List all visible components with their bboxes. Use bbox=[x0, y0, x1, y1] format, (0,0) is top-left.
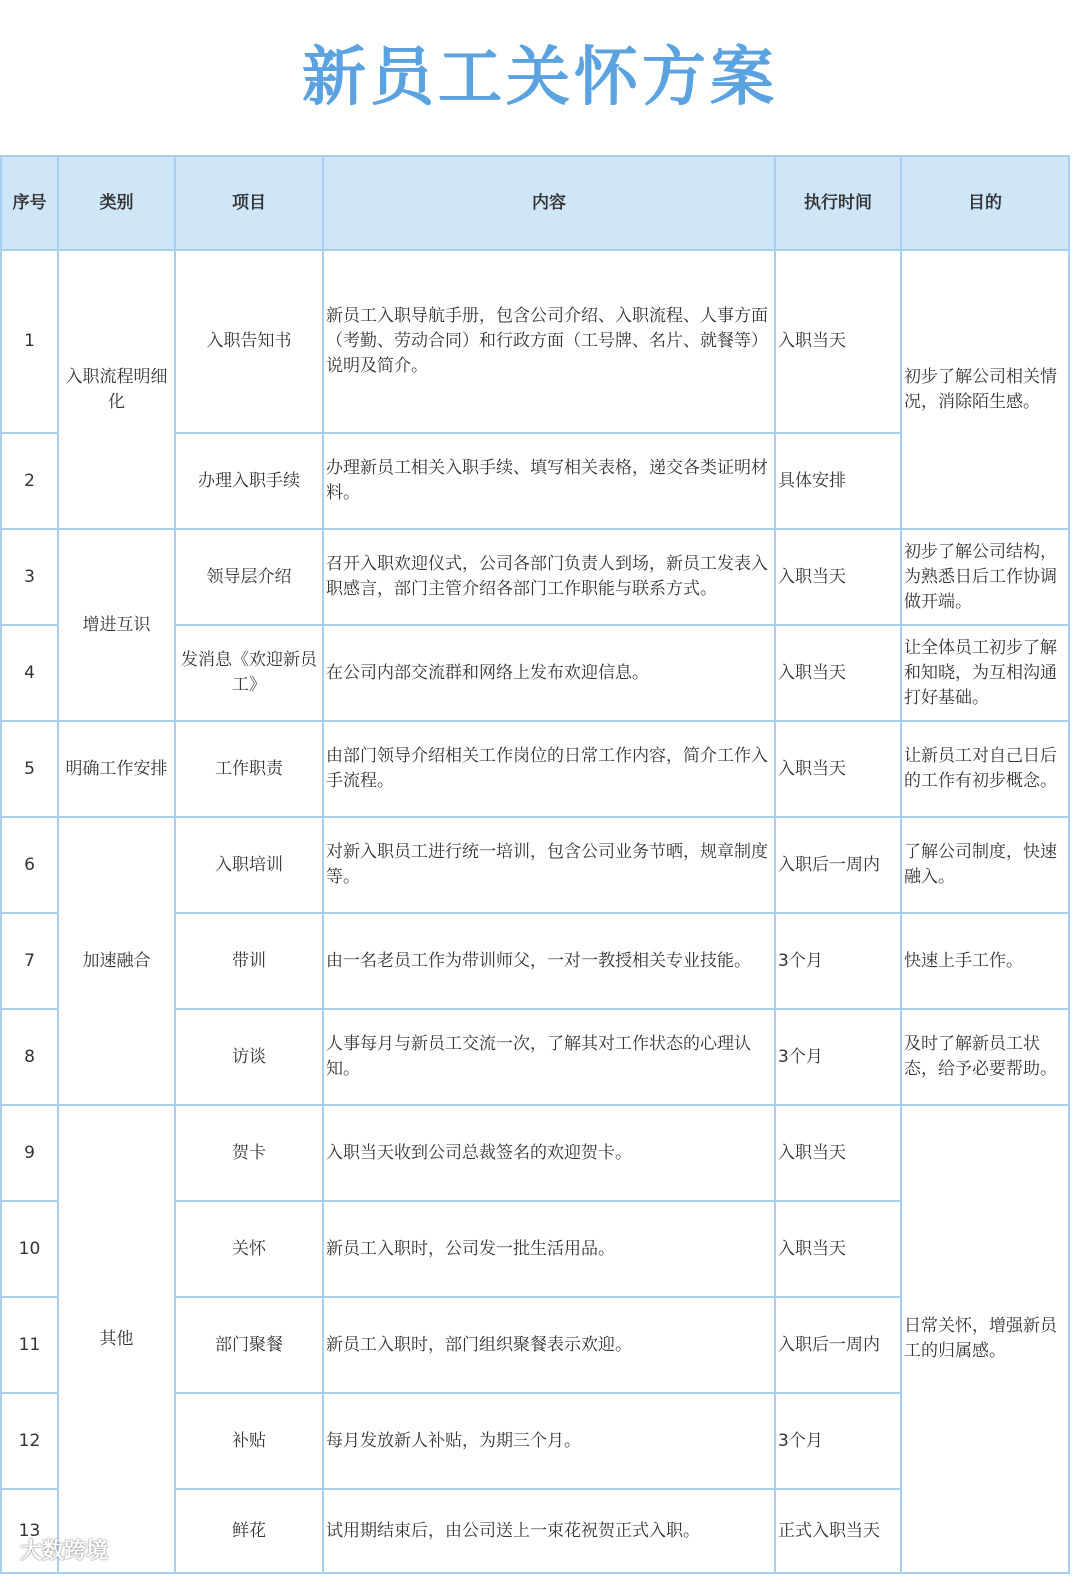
row-content: 新员工入职时，公司发一批生活用品。 bbox=[323, 1201, 775, 1297]
row-time: 正式入职当天 bbox=[775, 1489, 901, 1573]
row-purpose: 初步了解公司结构，为熟悉日后工作协调做开端。 bbox=[901, 529, 1069, 625]
header-category: 类别 bbox=[58, 156, 175, 250]
row-content: 由一名老员工作为带训师父，一对一教授相关专业技能。 bbox=[323, 913, 775, 1009]
header-time: 执行时间 bbox=[775, 156, 901, 250]
header-item: 项目 bbox=[175, 156, 323, 250]
row-no: 7 bbox=[1, 913, 58, 1009]
header-no: 序号 bbox=[1, 156, 58, 250]
page-title: 新员工关怀方案 bbox=[302, 41, 778, 115]
header-content: 内容 bbox=[323, 156, 775, 250]
row-item: 部门聚餐 bbox=[175, 1297, 323, 1393]
watermark-logo: 大数跨境 bbox=[20, 1539, 109, 1564]
row-item: 入职告知书 bbox=[175, 250, 323, 433]
row-no: 3 bbox=[1, 529, 58, 625]
row-no: 4 bbox=[1, 625, 58, 721]
table-header-row bbox=[1, 156, 1069, 250]
row-item: 鲜花 bbox=[175, 1489, 323, 1573]
row-time: 3个月 bbox=[775, 1393, 901, 1489]
row-category: 入职流程明细化 bbox=[58, 250, 175, 529]
row-no: 2 bbox=[1, 433, 58, 529]
row-item: 关怀 bbox=[175, 1201, 323, 1297]
row-no: 13 bbox=[1, 1489, 58, 1573]
row-purpose: 让全体员工初步了解和知晓，为互相沟通打好基础。 bbox=[901, 625, 1069, 721]
row-item: 办理入职手续 bbox=[175, 433, 323, 529]
row-item: 领导层介绍 bbox=[175, 529, 323, 625]
table-row bbox=[1, 817, 1069, 913]
row-time: 入职当天 bbox=[775, 250, 901, 433]
row-purpose: 初步了解公司相关情况，消除陌生感。 bbox=[901, 250, 1069, 529]
row-content: 办理新员工相关入职手续、填写相关表格，递交各类证明材料。 bbox=[323, 433, 775, 529]
table-row bbox=[1, 1105, 1069, 1201]
row-content: 试用期结束后，由公司送上一束花祝贺正式入职。 bbox=[323, 1489, 775, 1573]
table-row bbox=[1, 529, 1069, 625]
row-time: 入职当天 bbox=[775, 625, 901, 721]
row-time: 入职当天 bbox=[775, 529, 901, 625]
row-no: 11 bbox=[1, 1297, 58, 1393]
table-row bbox=[1, 250, 1069, 433]
row-content: 召开入职欢迎仪式，公司各部门负责人到场，新员工发表入职感言，部门主管介绍各部门工作职能与联系方式。 bbox=[323, 529, 775, 625]
row-no: 8 bbox=[1, 1009, 58, 1105]
header-purpose: 目的 bbox=[901, 156, 1069, 250]
row-time: 3个月 bbox=[775, 1009, 901, 1105]
care-plan-table bbox=[0, 155, 1070, 1574]
row-time: 入职后一周内 bbox=[775, 1297, 901, 1393]
row-item: 入职培训 bbox=[175, 817, 323, 913]
row-purpose: 日常关怀，增强新员工的归属感。 bbox=[901, 1105, 1069, 1573]
row-no: 9 bbox=[1, 1105, 58, 1201]
row-time: 入职当天 bbox=[775, 1201, 901, 1297]
row-content: 入职当天收到公司总裁签名的欢迎贺卡。 bbox=[323, 1105, 775, 1201]
row-time: 入职后一周内 bbox=[775, 817, 901, 913]
row-item: 工作职责 bbox=[175, 721, 323, 817]
row-content: 在公司内部交流群和网络上发布欢迎信息。 bbox=[323, 625, 775, 721]
row-purpose: 让新员工对自己日后的工作有初步概念。 bbox=[901, 721, 1069, 817]
row-time: 入职当天 bbox=[775, 1105, 901, 1201]
row-item: 发消息《欢迎新员工》 bbox=[175, 625, 323, 721]
row-content: 新员工入职时，部门组织聚餐表示欢迎。 bbox=[323, 1297, 775, 1393]
row-purpose: 快速上手工作。 bbox=[901, 913, 1069, 1009]
row-no: 1 bbox=[1, 250, 58, 433]
row-item: 补贴 bbox=[175, 1393, 323, 1489]
row-category: 其他 bbox=[58, 1105, 175, 1573]
row-no: 10 bbox=[1, 1201, 58, 1297]
row-item: 访谈 bbox=[175, 1009, 323, 1105]
row-category: 加速融合 bbox=[58, 817, 175, 1105]
row-no: 5 bbox=[1, 721, 58, 817]
row-content: 对新入职员工进行统一培训，包含公司业务节晒，规章制度等。 bbox=[323, 817, 775, 913]
row-item: 带训 bbox=[175, 913, 323, 1009]
row-time: 入职当天 bbox=[775, 721, 901, 817]
row-content: 每月发放新人补贴，为期三个月。 bbox=[323, 1393, 775, 1489]
row-time: 3个月 bbox=[775, 913, 901, 1009]
row-category: 增进互识 bbox=[58, 529, 175, 721]
row-item: 贺卡 bbox=[175, 1105, 323, 1201]
row-content: 人事每月与新员工交流一次，了解其对工作状态的心理认知。 bbox=[323, 1009, 775, 1105]
row-category: 明确工作安排 bbox=[58, 721, 175, 817]
table-row bbox=[1, 721, 1069, 817]
row-content: 新员工入职导航手册，包含公司介绍、入职流程、人事方面（考勤、劳动合同）和行政方面（工号牌、名片、就餐等）说明及简介。 bbox=[323, 250, 775, 433]
row-no: 12 bbox=[1, 1393, 58, 1489]
row-content: 由部门领导介绍相关工作岗位的日常工作内容，简介工作入手流程。 bbox=[323, 721, 775, 817]
row-purpose: 及时了解新员工状态，给予必要帮助。 bbox=[901, 1009, 1069, 1105]
row-time: 具体安排 bbox=[775, 433, 901, 529]
row-no: 6 bbox=[1, 817, 58, 913]
row-purpose: 了解公司制度，快速融入。 bbox=[901, 817, 1069, 913]
